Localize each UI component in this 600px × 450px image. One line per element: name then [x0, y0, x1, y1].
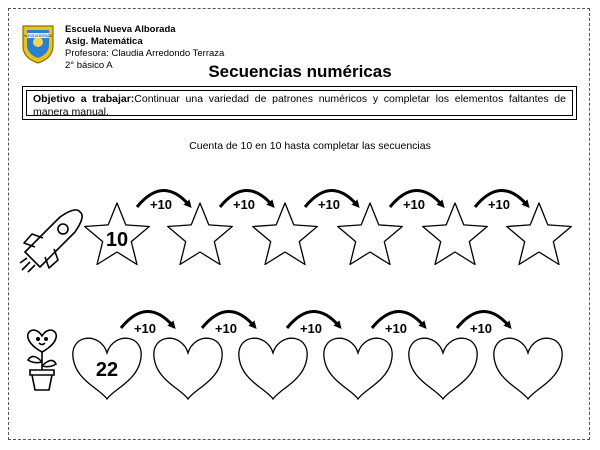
step-label: +10 — [402, 197, 426, 212]
star-cell[interactable] — [507, 203, 572, 265]
subject: Asig. Matemática — [65, 36, 143, 47]
step-label: +10 — [384, 321, 408, 336]
heart-cell[interactable] — [494, 338, 562, 399]
cell-value: 22 — [95, 359, 119, 381]
step-label: +10 — [299, 321, 323, 336]
page-title: Secuencias numéricas — [208, 62, 392, 81]
step-label: +10 — [487, 197, 511, 212]
heart-cell[interactable] — [154, 338, 222, 399]
star-cell[interactable] — [253, 203, 318, 265]
step-label: +10 — [149, 197, 173, 212]
star-cell[interactable] — [168, 203, 233, 265]
svg-text:NUEVA ALBORADA: NUEVA ALBORADA — [23, 34, 53, 38]
star-sequence-row — [85, 190, 572, 264]
grade: 2° básico A — [65, 60, 113, 71]
star-cell[interactable] — [338, 203, 403, 265]
teacher: Profesora: Claudia Arredondo Terraza — [65, 48, 225, 59]
heart-sequence-row — [73, 311, 562, 399]
star-cell[interactable] — [423, 203, 488, 265]
instruction: Cuenta de 10 en 10 hasta completar las secuencias — [189, 140, 431, 152]
step-label: +10 — [232, 197, 256, 212]
heart-flower-pot-icon — [28, 330, 57, 390]
objective-text: Continuar una variedad de patrones numéricos y completar los elementos faltantes de manera manual. — [33, 93, 566, 118]
school-name: Escuela Nueva Alborada — [65, 24, 176, 35]
step-label: +10 — [133, 321, 157, 336]
step-label: +10 — [317, 197, 341, 212]
heart-cell[interactable] — [324, 338, 392, 399]
step-label: +10 — [214, 321, 238, 336]
step-label: +10 — [469, 321, 493, 336]
rocket-icon — [20, 210, 82, 272]
heart-cell[interactable] — [239, 338, 307, 399]
objective-label: Objetivo a trabajar: — [33, 93, 135, 105]
cell-value: 10 — [105, 229, 129, 251]
heart-cell[interactable] — [409, 338, 477, 399]
